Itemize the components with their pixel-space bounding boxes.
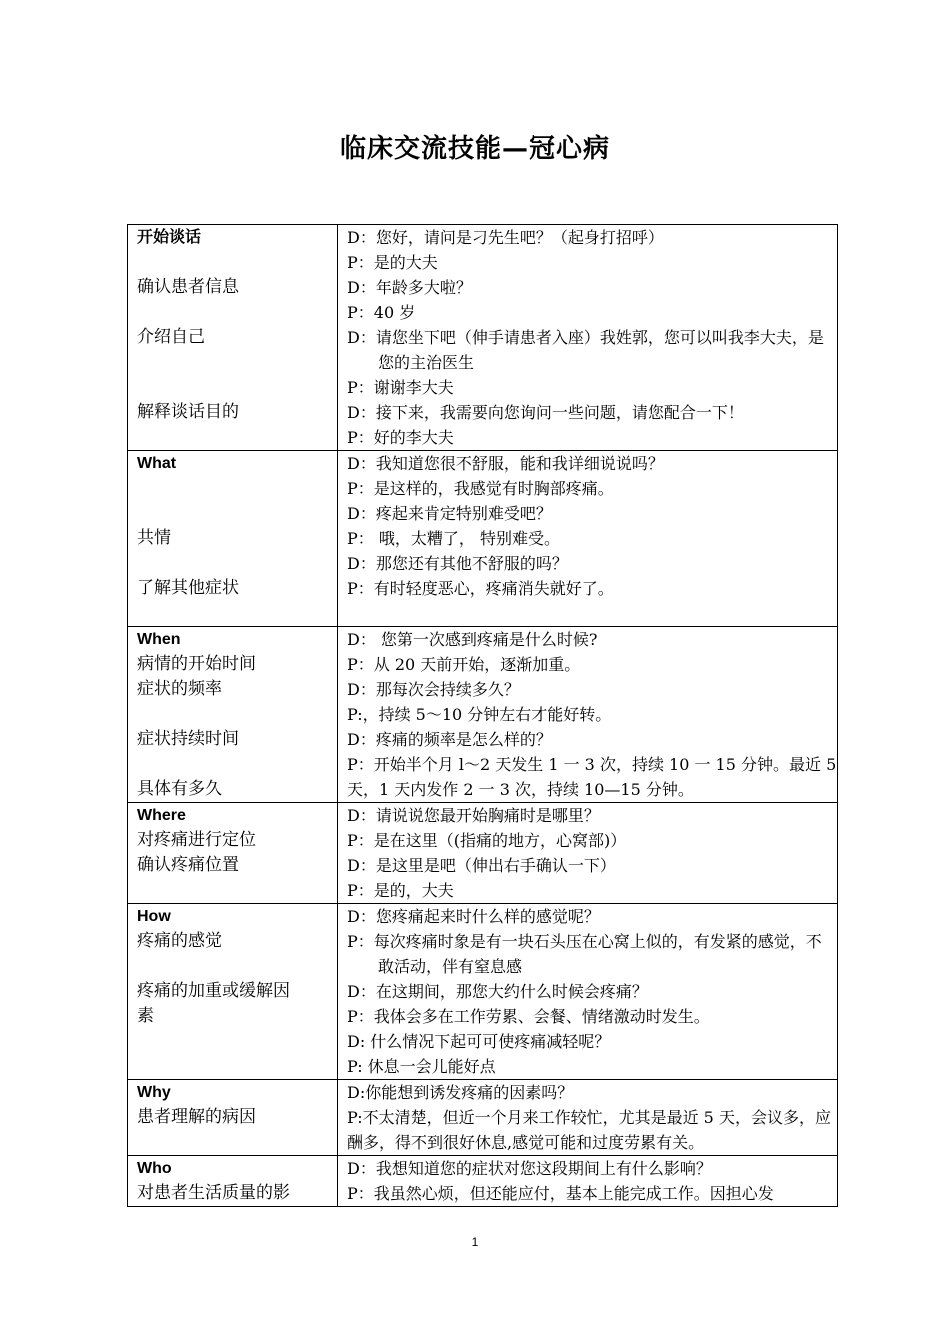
section-heading: Where <box>137 807 186 824</box>
dialogue-line: P：每次疼痛时象是有一块石头压在心窝上似的，有发紧的感觉，不敢活动，伴有窒息感 <box>347 932 822 976</box>
section-heading: Who <box>137 1160 172 1177</box>
section-topic-line <box>137 1029 337 1054</box>
section-topic-line: 疼痛的加重或缓解因 <box>137 981 290 1001</box>
section-dialogue-cell <box>338 225 838 451</box>
dialogue-line: P： 哦，太糟了， 特别难受。 <box>347 529 560 548</box>
dialogue-line: P: 休息一会儿能好点 <box>347 1057 496 1076</box>
dialogue-line: D：您疼痛起来时什么样的感觉呢？ <box>347 907 600 926</box>
dialogue-line: D：请您坐下吧（伸手请患者入座）我姓郭，您可以叫我李大夫，是您的主治医生 <box>347 328 824 372</box>
dialogue-line: P：是的大夫 <box>347 253 438 272</box>
section-dialogue-cell <box>338 1156 838 1207</box>
section-topic-line <box>137 501 337 526</box>
section-topic-line <box>137 350 337 375</box>
dialogue-line: P：开始半个月 l～2 天发生 1 一 3 次，持续 10 一 15 分钟。最近 5 天，1 天内发作 2 一 3 次，持续 10—15 分钟。 <box>347 755 837 799</box>
section-topic-line <box>137 1054 337 1079</box>
section-topic-line: 解释谈话目的 <box>137 402 239 422</box>
dialogue-line: P：是在这里（(指痛的地方，心窝部)） <box>347 831 627 850</box>
dialogue-line: P:，持续 5～10 分钟左右才能好转。 <box>347 705 612 724</box>
section-topic-cell <box>128 1080 338 1156</box>
section-topic-line: 介绍自己 <box>137 327 205 347</box>
dialogue-line: D：我想知道您的症状对您这段期间上有什么影响？ <box>347 1159 712 1178</box>
section-topic-line: 疼痛的感觉 <box>137 931 222 951</box>
section-topic-cell <box>128 225 338 451</box>
section-topic-line <box>137 954 337 979</box>
section-row <box>128 1156 838 1207</box>
section-topic-line <box>137 878 337 903</box>
dialogue-line: P：是这样的，我感觉有时胸部疼痛。 <box>347 479 614 498</box>
section-dialogue-cell <box>338 627 838 803</box>
section-topic-line: 对患者生活质量的影 <box>137 1183 290 1203</box>
page-number: 1 <box>471 1235 479 1249</box>
blank-line <box>347 601 837 626</box>
section-heading: When <box>137 631 181 648</box>
section-topic-line: 症状的频率 <box>137 679 222 699</box>
section-dialogue-cell <box>338 803 838 904</box>
section-dialogue-cell <box>338 1080 838 1156</box>
section-topic-cell <box>128 1156 338 1207</box>
section-topic-line <box>137 425 337 450</box>
dialogue-line: D：疼起来肯定特别难受吧？ <box>347 504 552 523</box>
dialogue-line: P：我体会多在工作劳累、会餐、情绪激动时发生。 <box>347 1007 710 1026</box>
section-topic-cell <box>128 451 338 627</box>
section-row <box>128 225 838 451</box>
section-topic-line <box>137 300 337 325</box>
section-topic-line: 了解其他症状 <box>137 578 239 598</box>
section-topic-line <box>137 702 337 727</box>
section-topic-line <box>137 551 337 576</box>
dialogue-line: D：疼痛的频率是怎么样的？ <box>347 730 552 749</box>
dialogue-line: D:你能想到诱发疼痛的因素吗？ <box>347 1083 574 1102</box>
section-topic-cell <box>128 803 338 904</box>
section-topic-line: 症状持续时间 <box>137 729 239 749</box>
section-row <box>128 451 838 627</box>
dialogue-line: D：那每次会持续多久？ <box>347 680 520 699</box>
section-heading: How <box>137 908 171 925</box>
section-topic-line: 患者理解的病因 <box>137 1107 256 1127</box>
section-topic-line: 病情的开始时间 <box>137 654 256 674</box>
dialogue-line: P:不太清楚，但近一个月来工作较忙，尤其是最近 5 天，会议多，应酬多，得不到很好休息,感觉可能和过度劳累有关。 <box>347 1108 831 1152</box>
dialogue-line: D：接下来，我需要向您询问一些问题，请您配合一下！ <box>347 403 744 422</box>
section-row <box>128 803 838 904</box>
dialogue-line: D：我知道您很不舒服，能和我详细说说吗？ <box>347 454 664 473</box>
dialogue-line: D： 您第一次感到疼痛是什么时候? <box>347 630 598 649</box>
section-topic-line <box>137 476 337 501</box>
dialogue-line: P：是的，大夫 <box>347 881 454 900</box>
dialogue-line: P：有时轻度恶心，疼痛消失就好了。 <box>347 579 614 598</box>
section-topic-line <box>137 752 337 777</box>
section-topic-cell <box>128 904 338 1080</box>
dialogue-line: D: 什么情况下起可可使疼痛减轻呢？ <box>347 1032 611 1051</box>
section-topic-line <box>137 375 337 400</box>
dialogue-line: D：请说说您最开始胸痛时是哪里？ <box>347 806 600 825</box>
dialogue-line: D：在这期间，那您大约什么时候会疼痛？ <box>347 982 648 1001</box>
dialogue-table-body <box>128 225 838 1207</box>
section-topic-line: 共情 <box>137 528 171 548</box>
dialogue-line: D：年龄多大啦？ <box>347 278 472 297</box>
dialogue-line: P：我虽然心烦，但还能应付，基本上能完成工作。因担心发 <box>347 1184 774 1203</box>
dialogue-line: P：好的李大夫 <box>347 428 454 447</box>
section-topic-line: 确认疼痛位置 <box>137 855 239 875</box>
section-heading: 开始谈话 <box>137 229 202 246</box>
dialogue-line: P：从 20 天前开始，逐渐加重。 <box>347 655 581 674</box>
page-title: 临床交流技能—冠心病 <box>339 134 610 164</box>
dialogue-table <box>127 224 838 1207</box>
section-dialogue-cell <box>338 904 838 1080</box>
section-dialogue-cell <box>338 451 838 627</box>
section-topic-line <box>137 601 337 626</box>
section-topic-line <box>137 1130 337 1155</box>
section-topic-line <box>137 250 337 275</box>
section-heading: Why <box>137 1084 171 1101</box>
section-row <box>128 1080 838 1156</box>
dialogue-line: P：40 岁 <box>347 303 416 322</box>
section-heading: What <box>137 455 177 472</box>
section-row <box>128 627 838 803</box>
section-topic-cell <box>128 627 338 803</box>
section-row <box>128 904 838 1080</box>
dialogue-line: D：是这里是吧（伸出右手确认一下） <box>347 856 616 875</box>
dialogue-line: D：您好，请问是刁先生吧？（起身打招呼） <box>347 228 664 247</box>
section-topic-line: 具体有多久 <box>137 779 222 799</box>
section-topic-line: 素 <box>137 1006 154 1026</box>
dialogue-line: D：那您还有其他不舒服的吗？ <box>347 554 568 573</box>
section-topic-line: 确认患者信息 <box>137 277 239 297</box>
section-topic-line: 对疼痛进行定位 <box>137 830 256 850</box>
dialogue-line: P：谢谢李大夫 <box>347 378 454 397</box>
